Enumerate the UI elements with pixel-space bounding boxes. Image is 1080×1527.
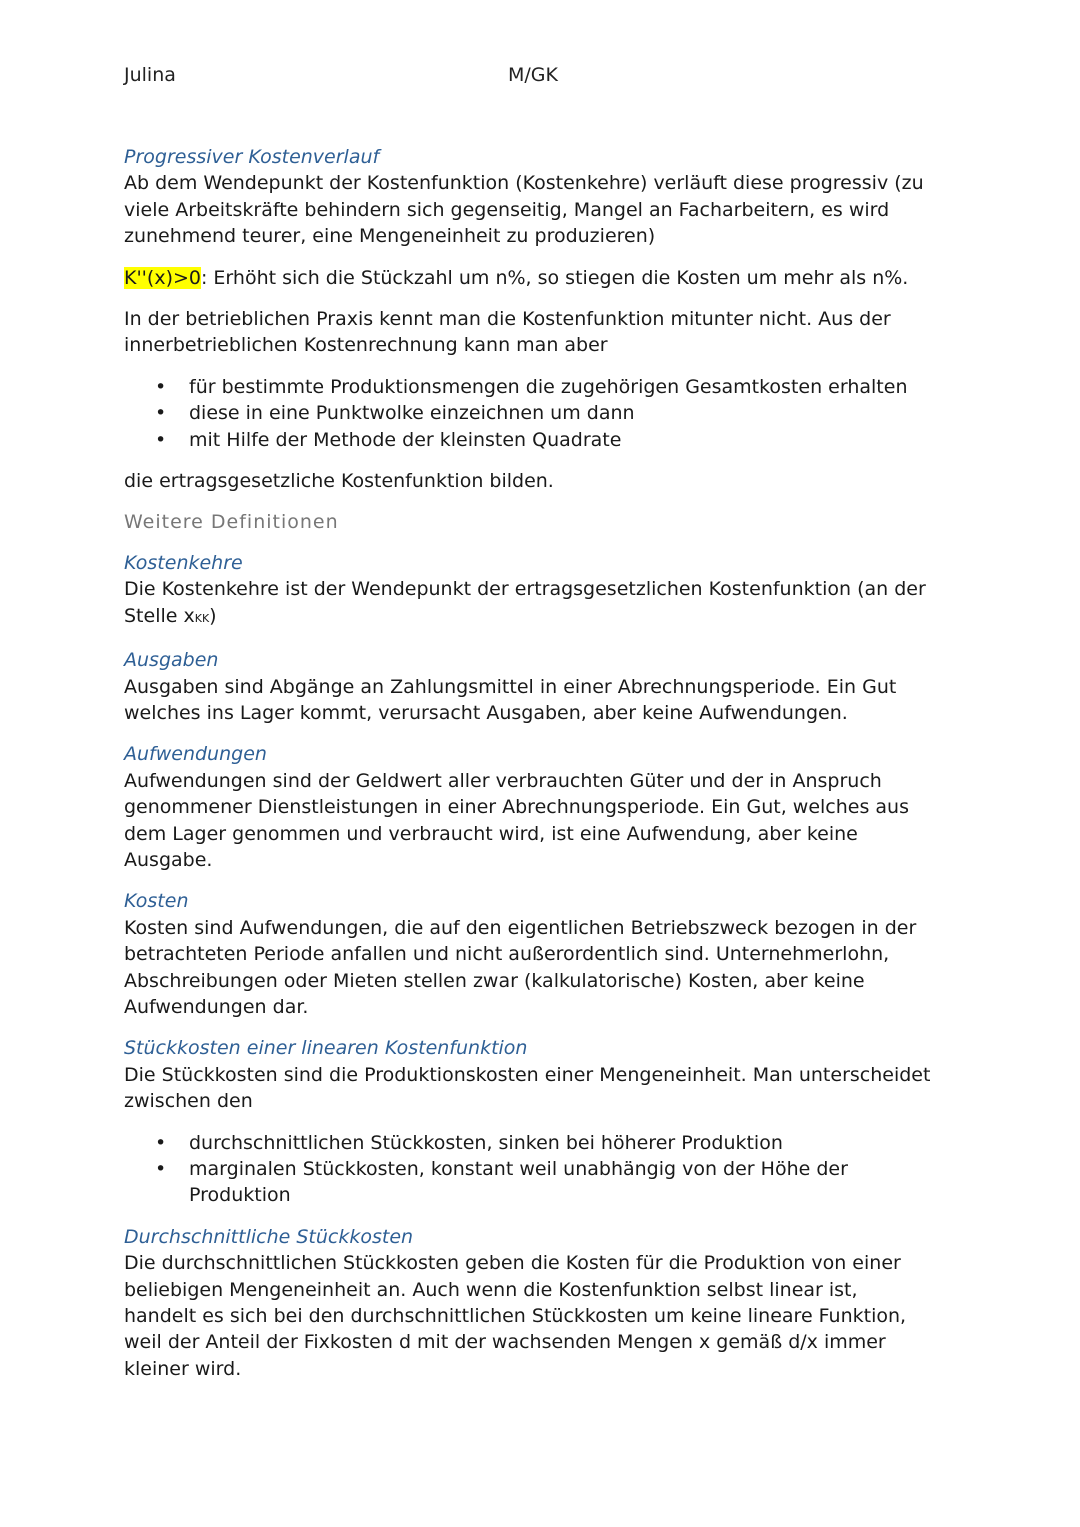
- stueckkosten-text: Die Stückkosten sind die Produktionskosten einer Mengeneinheit. Man unterscheidet zwischen den: [124, 1063, 931, 1113]
- aufwendungen-text: Aufwendungen sind der Geldwert aller verbrauchten Güter und der in Anspruch genommener Dienstleistungen in einer Abrechnungsperiode. Ein Gut, welches aus dem Lager genommen und verbraucht wird, ist eine Aufwendung, aber keine Ausgabe.: [124, 769, 909, 871]
- kostenkehre-text: [124, 576, 934, 632]
- kostenkehre-subscript: KK: [194, 611, 210, 625]
- ausgaben-heading: Ausgaben: [124, 649, 219, 672]
- praxis-intro: In der betrieblichen Praxis kennt man die Kostenfunktion mitunter nicht. Aus der innerbetrieblichen Kostenrechnung kann man aber: [124, 308, 891, 357]
- ausgaben-text: Ausgaben sind Abgänge an Zahlungsmittel in einer Abrechnungsperiode. Ein Gut welches ins Lager kommt, verursacht Ausgaben, aber keine Aufwendungen.: [124, 675, 897, 724]
- stueckkosten-heading: Stückkosten einer linearen Kostenfunktion: [124, 1037, 528, 1060]
- section-ausgaben: [124, 647, 934, 726]
- kostenkehre-text-main: Die Kostenkehre ist der Wendepunkt der ertragsgesetzlichen Kostenfunktion (an der Stelle x: [124, 578, 926, 627]
- section-durchschnitt: [124, 1224, 934, 1382]
- kosten-heading: Kosten: [124, 890, 189, 913]
- document-body: [124, 144, 934, 1397]
- header-course: M/GK: [508, 64, 558, 86]
- praxis-outro: die ertragsgesetzliche Kostenfunktion bilden.: [124, 470, 554, 493]
- progressive-text: Ab dem Wendepunkt der Kostenfunktion (Kostenkehre) verläuft diese progressiv (zu viele Arbeitskräfte behindern sich gegenseitig, Mangel an Facharbeitern, es wird zunehmend teurer, eine Mengeneinheit zu produzieren): [124, 172, 924, 248]
- condition-formula: K''(x)>0: [124, 266, 201, 289]
- stueckkosten-list: [124, 1130, 934, 1209]
- list-item: • mit Hilfe der Methode der kleinsten Quadrate: [189, 427, 934, 453]
- durchschnitt-text: Die durchschnittlichen Stückkosten geben die Kosten für die Produktion von einer beliebigen Mengeneinheit an. Auch wenn die Kostenfunktion selbst linear ist, handelt es sich bei den durchschnittlichen Stückkosten um keine lineare Funktion, weil der Anteil der Fixkosten d mit der wachsenden Mengen x gemäß d/x immer kleiner wird.: [124, 1252, 907, 1380]
- section-kosten: [124, 888, 934, 1020]
- header-author: Julina: [124, 64, 176, 86]
- list-item: • für bestimmte Produktionsmengen die zugehörigen Gesamtkosten erhalten: [189, 374, 934, 400]
- list-item: • durchschnittlichen Stückkosten, sinken bei höherer Produktion: [189, 1130, 934, 1156]
- durchschnitt-heading: Durchschnittliche Stückkosten: [124, 1225, 414, 1248]
- section-aufwendungen: [124, 741, 934, 873]
- kostenkehre-text-end: ): [209, 604, 217, 627]
- section-stueckkosten: [124, 1035, 934, 1114]
- section-kostenkehre: [124, 550, 934, 632]
- condition-text: : Erhöht sich die Stückzahl um n%, so stiegen die Kosten um mehr als n%.: [200, 266, 909, 289]
- kostenkehre-heading: Kostenkehre: [124, 551, 243, 574]
- list-item: • diese in eine Punktwolke einzeichnen um dann: [189, 400, 934, 426]
- more-definitions-heading: Weitere Definitionen: [124, 511, 339, 534]
- praxis-list: [124, 374, 934, 453]
- progressive-heading: Progressiver Kostenverlauf: [124, 146, 380, 168]
- kosten-text: Kosten sind Aufwendungen, die auf den eigentlichen Betriebszweck bezogen in der betrachteten Periode anfallen und nicht außerordentlich sind. Unternehmerlohn, Abschreibungen oder Mieten stellen zwar (kalkulatorische) Kosten, aber keine Aufwendungen dar.: [124, 916, 917, 1018]
- list-item: • marginalen Stückkosten, konstant weil unabhängig von der Höhe der Produktion: [189, 1156, 934, 1209]
- section-progressive: [124, 144, 934, 250]
- aufwendungen-heading: Aufwendungen: [124, 743, 267, 766]
- condition-line: [124, 265, 934, 291]
